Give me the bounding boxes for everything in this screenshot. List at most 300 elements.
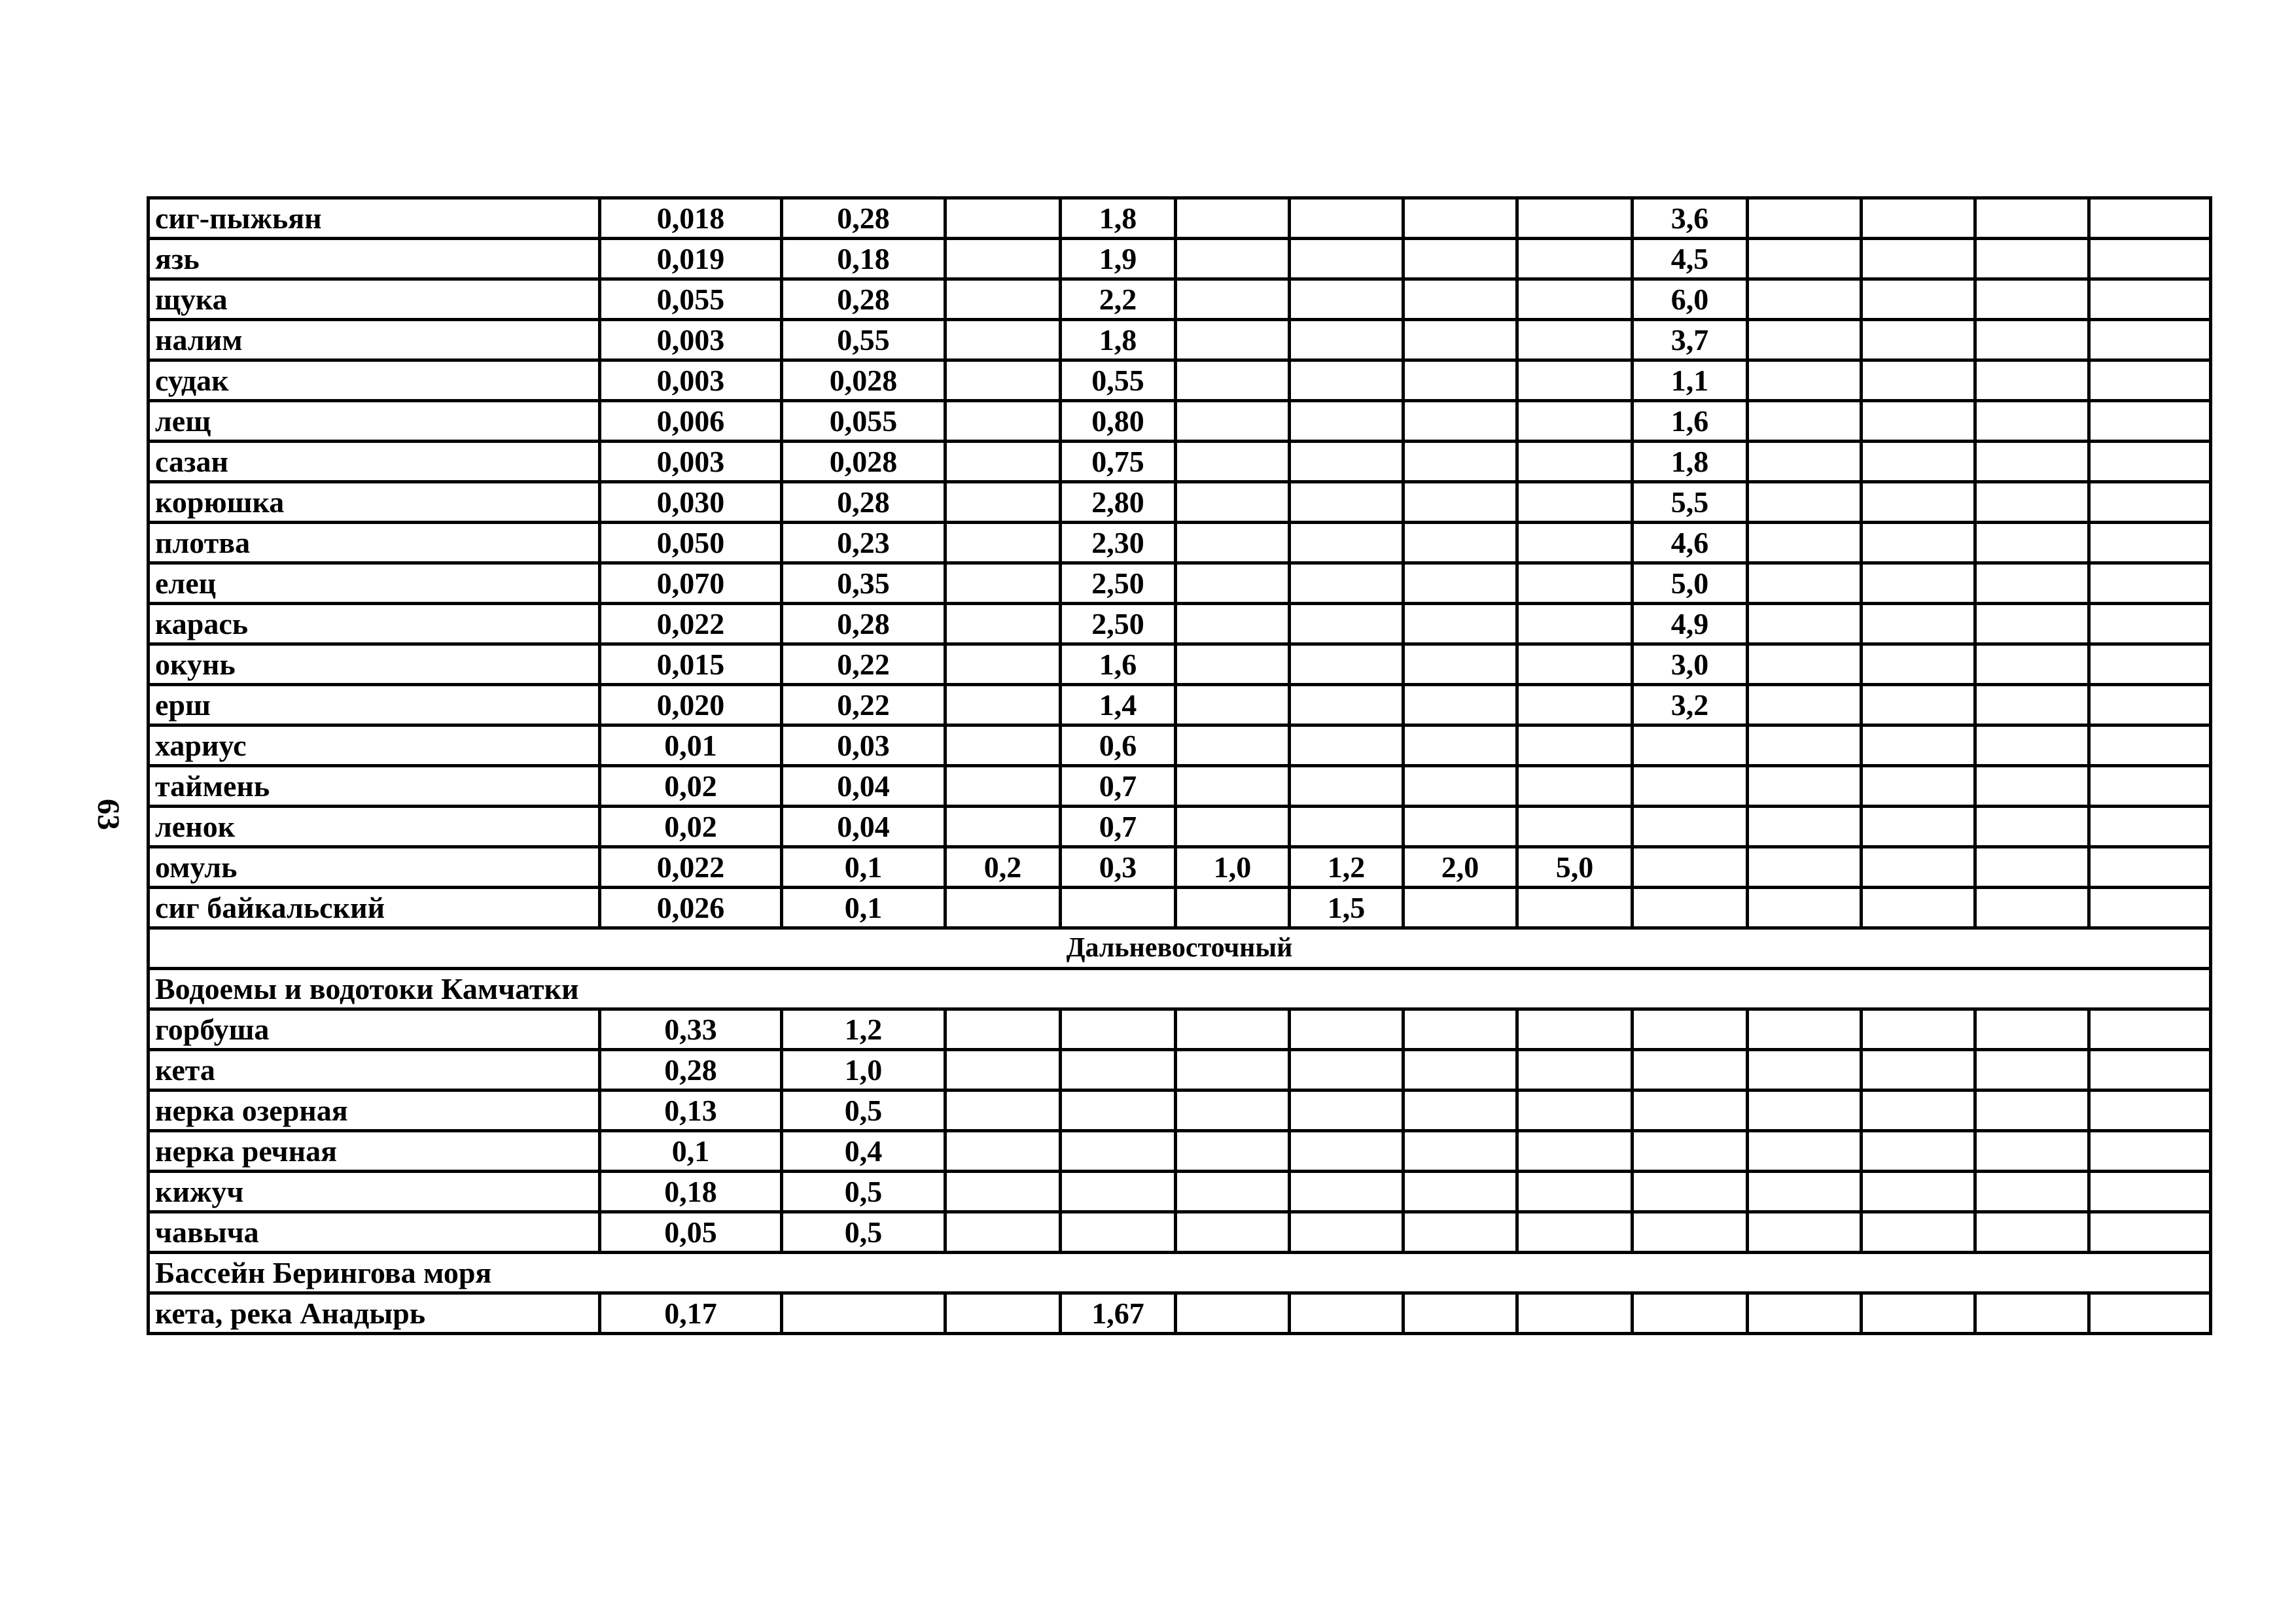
- value-cell: [1061, 1212, 1176, 1253]
- value-cell: [1290, 401, 1404, 442]
- species-name-cell: ленок: [149, 807, 600, 847]
- table-row: [149, 1172, 2211, 1212]
- value-cell: [1517, 888, 1633, 928]
- value-cell: 0,23: [782, 523, 945, 563]
- value-cell: [1975, 644, 2089, 685]
- value-cell: [1975, 523, 2089, 563]
- value-cell: [1176, 1293, 1290, 1334]
- value-cell: 0,28: [782, 198, 945, 239]
- fish-data-table: [147, 196, 2212, 1335]
- value-cell: 0,028: [782, 442, 945, 482]
- value-cell: [1404, 766, 1517, 807]
- value-cell: [1290, 725, 1404, 766]
- value-cell: 1,8: [1061, 198, 1176, 239]
- value-cell: 0,55: [782, 320, 945, 360]
- species-name-cell: нерка речная: [149, 1131, 600, 1172]
- value-cell: 0,17: [600, 1293, 782, 1334]
- value-cell: [1517, 198, 1633, 239]
- value-cell: [1176, 523, 1290, 563]
- value-cell: [782, 1293, 945, 1334]
- value-cell: [1517, 1091, 1633, 1131]
- value-cell: [2089, 888, 2211, 928]
- value-cell: [1862, 198, 1975, 239]
- value-cell: 0,1: [782, 888, 945, 928]
- value-cell: 0,01: [600, 725, 782, 766]
- value-cell: [1975, 725, 2089, 766]
- value-cell: [1404, 523, 1517, 563]
- value-cell: [2089, 807, 2211, 847]
- value-cell: [1061, 1172, 1176, 1212]
- value-cell: [1176, 604, 1290, 644]
- value-cell: [1176, 1091, 1290, 1131]
- value-cell: [1862, 847, 1975, 888]
- value-cell: 0,006: [600, 401, 782, 442]
- value-cell: 2,50: [1061, 604, 1176, 644]
- value-cell: [1748, 1050, 1862, 1091]
- value-cell: [1633, 1091, 1748, 1131]
- page-number: 63: [91, 799, 126, 830]
- value-cell: 1,8: [1633, 442, 1748, 482]
- value-cell: 4,9: [1633, 604, 1748, 644]
- value-cell: 4,6: [1633, 523, 1748, 563]
- table-row: [149, 401, 2211, 442]
- value-cell: 0,04: [782, 766, 945, 807]
- value-cell: 2,0: [1404, 847, 1517, 888]
- value-cell: [1176, 1009, 1290, 1050]
- value-cell: [1975, 1131, 2089, 1172]
- value-cell: [2089, 401, 2211, 442]
- value-cell: [2089, 1172, 2211, 1212]
- value-cell: 0,055: [600, 279, 782, 320]
- value-cell: [1404, 482, 1517, 523]
- subheader-row: [149, 1253, 2211, 1293]
- value-cell: 0,28: [782, 279, 945, 320]
- species-name-cell: лещ: [149, 401, 600, 442]
- value-cell: 0,003: [600, 320, 782, 360]
- value-cell: [1061, 1131, 1176, 1172]
- value-cell: [1517, 807, 1633, 847]
- value-cell: [1633, 807, 1748, 847]
- value-cell: 0,02: [600, 807, 782, 847]
- value-cell: [1517, 604, 1633, 644]
- table-row: [149, 1131, 2211, 1172]
- value-cell: [1290, 604, 1404, 644]
- species-name-cell: нерка озерная: [149, 1091, 600, 1131]
- value-cell: [945, 198, 1061, 239]
- value-cell: [1290, 198, 1404, 239]
- value-cell: [1404, 1212, 1517, 1253]
- value-cell: [1862, 807, 1975, 847]
- value-cell: [1404, 888, 1517, 928]
- value-cell: 0,015: [600, 644, 782, 685]
- value-cell: [1517, 523, 1633, 563]
- value-cell: [1975, 888, 2089, 928]
- value-cell: [1862, 401, 1975, 442]
- value-cell: [1517, 401, 1633, 442]
- value-cell: [1748, 725, 1862, 766]
- value-cell: 0,05: [600, 1212, 782, 1253]
- value-cell: [1176, 360, 1290, 401]
- value-cell: [2089, 320, 2211, 360]
- value-cell: [1061, 1091, 1176, 1131]
- value-cell: [1862, 1172, 1975, 1212]
- value-cell: [945, 320, 1061, 360]
- value-cell: [1176, 239, 1290, 279]
- table-row: [149, 807, 2211, 847]
- value-cell: 5,0: [1633, 563, 1748, 604]
- value-cell: [1290, 360, 1404, 401]
- value-cell: [1176, 1050, 1290, 1091]
- value-cell: [1748, 442, 1862, 482]
- table-row: [149, 604, 2211, 644]
- value-cell: [1975, 401, 2089, 442]
- table-row: [149, 888, 2211, 928]
- value-cell: 0,3: [1061, 847, 1176, 888]
- value-cell: 0,055: [782, 401, 945, 442]
- value-cell: [1176, 1212, 1290, 1253]
- value-cell: [1404, 239, 1517, 279]
- value-cell: 0,28: [782, 604, 945, 644]
- value-cell: [1862, 523, 1975, 563]
- value-cell: [1862, 644, 1975, 685]
- value-cell: [1862, 725, 1975, 766]
- value-cell: 0,5: [782, 1172, 945, 1212]
- value-cell: [945, 482, 1061, 523]
- value-cell: [1404, 198, 1517, 239]
- value-cell: 0,75: [1061, 442, 1176, 482]
- value-cell: [1975, 604, 2089, 644]
- value-cell: [1748, 1009, 1862, 1050]
- value-cell: [1176, 401, 1290, 442]
- value-cell: [945, 523, 1061, 563]
- value-cell: [1176, 1131, 1290, 1172]
- value-cell: [1517, 685, 1633, 725]
- table-row: [149, 1293, 2211, 1334]
- value-cell: [1748, 1091, 1862, 1131]
- value-cell: 3,7: [1633, 320, 1748, 360]
- value-cell: [1290, 644, 1404, 685]
- value-cell: 0,022: [600, 604, 782, 644]
- value-cell: 1,8: [1061, 320, 1176, 360]
- region-header-cell: Дальневосточный: [149, 928, 2211, 969]
- value-cell: [1517, 1009, 1633, 1050]
- value-cell: [1748, 401, 1862, 442]
- table-row: [149, 320, 2211, 360]
- value-cell: 1,1: [1633, 360, 1748, 401]
- value-cell: [2089, 1131, 2211, 1172]
- value-cell: 0,7: [1061, 807, 1176, 847]
- table-row: [149, 523, 2211, 563]
- value-cell: [1176, 279, 1290, 320]
- value-cell: [1748, 563, 1862, 604]
- value-cell: [1862, 1091, 1975, 1131]
- value-cell: [2089, 442, 2211, 482]
- value-cell: [945, 766, 1061, 807]
- table-row: [149, 644, 2211, 685]
- value-cell: [2089, 847, 2211, 888]
- value-cell: 1,0: [1176, 847, 1290, 888]
- value-cell: 1,6: [1633, 401, 1748, 442]
- value-cell: 1,67: [1061, 1293, 1176, 1334]
- table-row: [149, 766, 2211, 807]
- value-cell: [1176, 807, 1290, 847]
- value-cell: [2089, 725, 2211, 766]
- value-cell: [1862, 1212, 1975, 1253]
- value-cell: [1748, 1212, 1862, 1253]
- value-cell: 0,13: [600, 1091, 782, 1131]
- value-cell: [1290, 279, 1404, 320]
- value-cell: [1404, 279, 1517, 320]
- value-cell: [1975, 1050, 2089, 1091]
- species-name-cell: омуль: [149, 847, 600, 888]
- value-cell: 0,1: [600, 1131, 782, 1172]
- value-cell: [1975, 847, 2089, 888]
- value-cell: 0,5: [782, 1212, 945, 1253]
- value-cell: [1975, 1091, 2089, 1131]
- value-cell: [1633, 725, 1748, 766]
- value-cell: [1176, 888, 1290, 928]
- value-cell: [2089, 563, 2211, 604]
- value-cell: 0,028: [782, 360, 945, 401]
- value-cell: [945, 725, 1061, 766]
- region-header-row: [149, 928, 2211, 969]
- value-cell: [1633, 1293, 1748, 1334]
- value-cell: 5,5: [1633, 482, 1748, 523]
- value-cell: [1176, 320, 1290, 360]
- value-cell: [1290, 239, 1404, 279]
- species-name-cell: карась: [149, 604, 600, 644]
- value-cell: 4,5: [1633, 239, 1748, 279]
- table-row: [149, 360, 2211, 401]
- value-cell: [1290, 1091, 1404, 1131]
- value-cell: 1,2: [782, 1009, 945, 1050]
- value-cell: [1975, 442, 2089, 482]
- value-cell: 0,070: [600, 563, 782, 604]
- value-cell: 1,5: [1290, 888, 1404, 928]
- species-name-cell: щука: [149, 279, 600, 320]
- value-cell: 0,35: [782, 563, 945, 604]
- table-row: [149, 725, 2211, 766]
- species-name-cell: язь: [149, 239, 600, 279]
- value-cell: [1517, 320, 1633, 360]
- value-cell: 0,7: [1061, 766, 1176, 807]
- value-cell: [2089, 1009, 2211, 1050]
- subheader-row: [149, 969, 2211, 1009]
- value-cell: [1748, 604, 1862, 644]
- value-cell: [1517, 239, 1633, 279]
- table-row: [149, 563, 2211, 604]
- value-cell: 0,18: [782, 239, 945, 279]
- value-cell: [945, 1172, 1061, 1212]
- value-cell: [1290, 807, 1404, 847]
- value-cell: [1290, 1131, 1404, 1172]
- value-cell: [1975, 685, 2089, 725]
- value-cell: [1862, 239, 1975, 279]
- value-cell: [1748, 1293, 1862, 1334]
- value-cell: [1862, 1009, 1975, 1050]
- value-cell: [1975, 766, 2089, 807]
- value-cell: [1176, 1172, 1290, 1212]
- value-cell: [1404, 563, 1517, 604]
- value-cell: [1061, 1009, 1176, 1050]
- value-cell: [1748, 320, 1862, 360]
- value-cell: 0,050: [600, 523, 782, 563]
- value-cell: [1633, 888, 1748, 928]
- species-name-cell: сазан: [149, 442, 600, 482]
- value-cell: [945, 888, 1061, 928]
- value-cell: [1748, 807, 1862, 847]
- value-cell: [1176, 482, 1290, 523]
- value-cell: [1748, 279, 1862, 320]
- value-cell: [1290, 563, 1404, 604]
- value-cell: 1,4: [1061, 685, 1176, 725]
- value-cell: 2,80: [1061, 482, 1176, 523]
- value-cell: [1633, 1131, 1748, 1172]
- value-cell: [1061, 888, 1176, 928]
- value-cell: [1748, 644, 1862, 685]
- value-cell: [1862, 604, 1975, 644]
- value-cell: [1176, 644, 1290, 685]
- value-cell: [1862, 442, 1975, 482]
- value-cell: [2089, 1050, 2211, 1091]
- species-name-cell: ерш: [149, 685, 600, 725]
- value-cell: [2089, 239, 2211, 279]
- value-cell: [1176, 766, 1290, 807]
- table-row: [149, 847, 2211, 888]
- value-cell: [1975, 1212, 2089, 1253]
- value-cell: [1404, 725, 1517, 766]
- value-cell: [945, 1293, 1061, 1334]
- species-name-cell: окунь: [149, 644, 600, 685]
- value-cell: [945, 685, 1061, 725]
- value-cell: [2089, 1293, 2211, 1334]
- value-cell: [945, 1050, 1061, 1091]
- value-cell: [1975, 360, 2089, 401]
- value-cell: 3,0: [1633, 644, 1748, 685]
- value-cell: [1633, 1050, 1748, 1091]
- value-cell: [1975, 1009, 2089, 1050]
- value-cell: [1633, 1172, 1748, 1212]
- value-cell: 1,2: [1290, 847, 1404, 888]
- value-cell: [1404, 1131, 1517, 1172]
- value-cell: [1290, 1050, 1404, 1091]
- value-cell: [1404, 320, 1517, 360]
- value-cell: [2089, 644, 2211, 685]
- value-cell: [1176, 198, 1290, 239]
- value-cell: [1748, 766, 1862, 807]
- value-cell: 0,022: [600, 847, 782, 888]
- species-name-cell: судак: [149, 360, 600, 401]
- value-cell: 2,50: [1061, 563, 1176, 604]
- value-cell: [1517, 1131, 1633, 1172]
- species-name-cell: кета, река Анадырь: [149, 1293, 600, 1334]
- value-cell: 1,6: [1061, 644, 1176, 685]
- value-cell: [1748, 482, 1862, 523]
- species-name-cell: сиг-пыжьян: [149, 198, 600, 239]
- species-name-cell: таймень: [149, 766, 600, 807]
- value-cell: [1290, 482, 1404, 523]
- table-row: [149, 198, 2211, 239]
- table-row: [149, 1091, 2211, 1131]
- species-name-cell: корюшка: [149, 482, 600, 523]
- value-cell: 0,02: [600, 766, 782, 807]
- value-cell: 0,030: [600, 482, 782, 523]
- value-cell: [1975, 807, 2089, 847]
- value-cell: [1517, 1293, 1633, 1334]
- value-cell: 0,2: [945, 847, 1061, 888]
- value-cell: [1748, 198, 1862, 239]
- value-cell: 0,80: [1061, 401, 1176, 442]
- value-cell: [1061, 1050, 1176, 1091]
- table-row: [149, 1050, 2211, 1091]
- value-cell: [1517, 1172, 1633, 1212]
- value-cell: [1862, 360, 1975, 401]
- value-cell: [1633, 766, 1748, 807]
- value-cell: 5,0: [1517, 847, 1633, 888]
- value-cell: [945, 604, 1061, 644]
- value-cell: [1862, 1050, 1975, 1091]
- value-cell: 0,03: [782, 725, 945, 766]
- value-cell: [945, 239, 1061, 279]
- value-cell: [1517, 766, 1633, 807]
- value-cell: [1404, 1050, 1517, 1091]
- value-cell: [945, 1091, 1061, 1131]
- value-cell: [1862, 766, 1975, 807]
- species-name-cell: чавыча: [149, 1212, 600, 1253]
- value-cell: 0,5: [782, 1091, 945, 1131]
- basin-subheader-cell: Бассейн Берингова моря: [149, 1253, 2211, 1293]
- value-cell: [1404, 401, 1517, 442]
- value-cell: 0,33: [600, 1009, 782, 1050]
- value-cell: [1748, 685, 1862, 725]
- value-cell: 0,4: [782, 1131, 945, 1172]
- value-cell: 0,04: [782, 807, 945, 847]
- value-cell: [1290, 320, 1404, 360]
- value-cell: 1,9: [1061, 239, 1176, 279]
- value-cell: [1290, 523, 1404, 563]
- value-cell: 0,18: [600, 1172, 782, 1212]
- value-cell: [945, 279, 1061, 320]
- species-name-cell: налим: [149, 320, 600, 360]
- value-cell: [1404, 644, 1517, 685]
- value-cell: [2089, 198, 2211, 239]
- value-cell: 0,003: [600, 360, 782, 401]
- species-name-cell: сиг байкальский: [149, 888, 600, 928]
- value-cell: [1975, 198, 2089, 239]
- value-cell: [1748, 239, 1862, 279]
- value-cell: 1,0: [782, 1050, 945, 1091]
- value-cell: [2089, 360, 2211, 401]
- value-cell: [945, 563, 1061, 604]
- value-cell: [1404, 442, 1517, 482]
- value-cell: [1404, 685, 1517, 725]
- value-cell: [1517, 360, 1633, 401]
- value-cell: [1633, 1212, 1748, 1253]
- value-cell: [2089, 523, 2211, 563]
- species-name-cell: горбуша: [149, 1009, 600, 1050]
- value-cell: 0,55: [1061, 360, 1176, 401]
- value-cell: [1290, 1212, 1404, 1253]
- value-cell: [1862, 685, 1975, 725]
- value-cell: [1290, 442, 1404, 482]
- value-cell: [1404, 1009, 1517, 1050]
- species-name-cell: елец: [149, 563, 600, 604]
- value-cell: [1517, 1212, 1633, 1253]
- table-row: [149, 442, 2211, 482]
- value-cell: [1862, 320, 1975, 360]
- value-cell: [1176, 725, 1290, 766]
- value-cell: [2089, 1091, 2211, 1131]
